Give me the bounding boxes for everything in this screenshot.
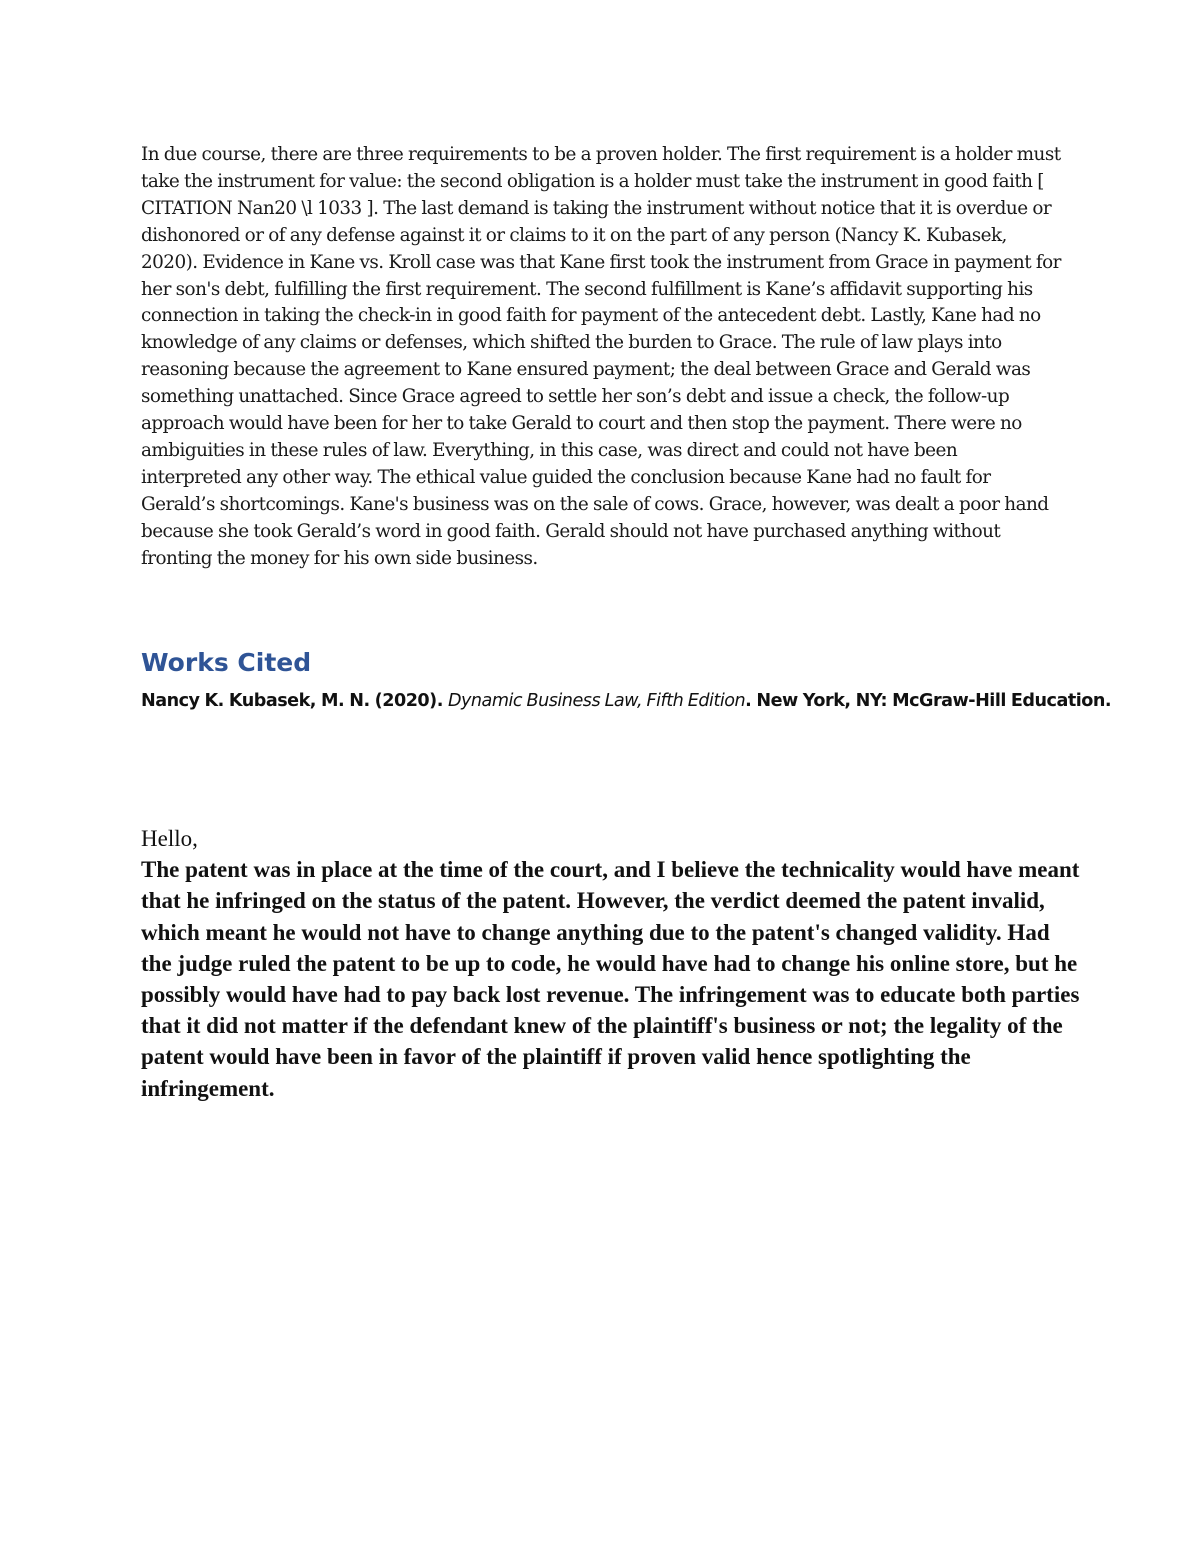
works-cited-heading: Works Cited <box>141 648 312 677</box>
reply-body: The patent was in place at the time of the court, and I believe the technicality would have meant that he infringed on the status of the patent. However, the verdict deemed the patent invalid, which meant he would not have to change anything due to the patent's changed validity. Had the judge ruled the patent to be up to code, he would have had to change his online store, but he possibly would have had to pay back lost revenue. The infringement was to educate both parties that it did not matter if the defendant knew of the plaintiff's business or not; the legality of the patent would have been in favor of the plaintiff if proven valid hence spotlighting the infringement. <box>141 857 1080 1101</box>
essay-paragraph: In due course, there are three requirements to be a proven holder. The first requirement is a holder must take the instrument for value: the second obligation is a holder must take the instrument in good faith [ CITATION Nan20 \l 1033 ]. The last demand is taking the instrument without notice that it is overdue or dishonored or of any defense against it or claims to it on the part of any person (Nancy K. Kubasek, 2020). Evidence in Kane vs. Kroll case was that Kane first took the instrument from Grace in payment for her son's debt, fulfilling the first requirement. The second fulfillment is Kane’s affidavit supporting his connection in taking the check-in in good faith for payment of the antecedent debt. Lastly, Kane had no knowledge of any claims or defenses, which shifted the burden to Grace. The rule of law plays into reasoning because the agreement to Kane ensured payment; the deal between Grace and Gerald was something unattached. Since Grace agreed to settle her son’s debt and issue a check, the follow-up approach would have been for her to take Gerald to court and then stop the payment. There were no ambiguities in these rules of law. Everything, in this case, was direct and could not have been interpreted any other way. The ethical value guided the conclusion because Kane had no fault for Gerald’s shortcomings. Kane's business was on the sale of cows. Grace, however, was dealt a poor hand because she took Gerald’s word in good faith. Gerald should not have purchased anything without fronting the money for his own side business. <box>141 144 1061 569</box>
citation-title: Dynamic Business Law, Fifth Edition <box>447 691 746 711</box>
citation-publisher: . New York, NY: McGraw-Hill Education. <box>745 691 1112 711</box>
citation-author-year: Nancy K. Kubasek, M. N. (2020). <box>141 691 448 711</box>
citation-entry <box>141 687 1141 716</box>
reply-greeting: Hello, <box>141 826 198 851</box>
reply-block <box>141 823 1081 1104</box>
